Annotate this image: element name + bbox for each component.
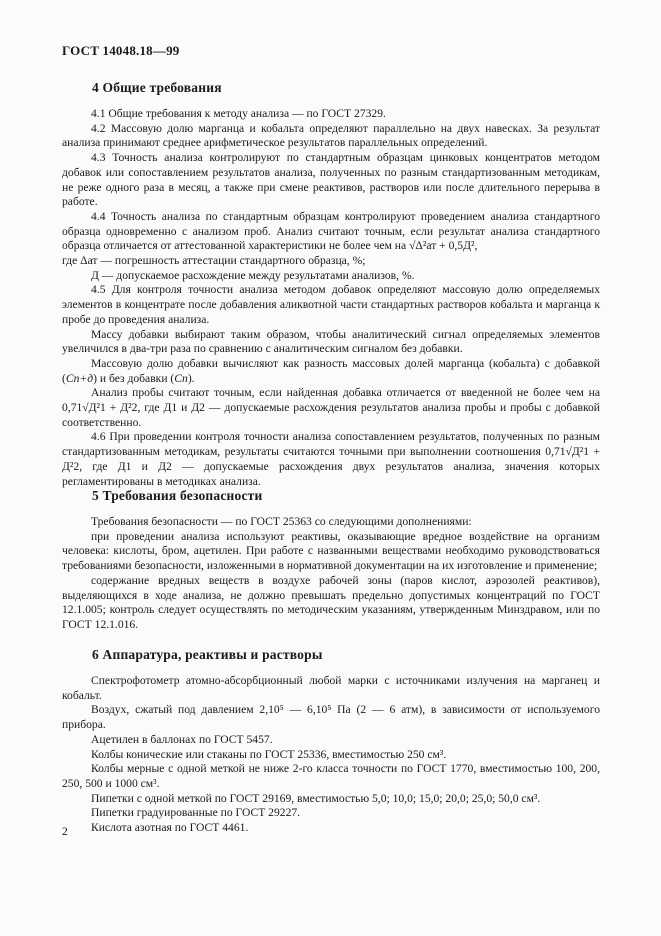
paragraph-4-4-where: где Δат — погрешность аттестации стандартного образца, %; bbox=[62, 254, 366, 268]
paragraph-4-6-text-b: , где Д1 и Д2 — допускаемые расхождения двух результатов анализа, значения которых регламентированы в методиках анализа. bbox=[62, 459, 600, 488]
item-pipettes-one-mark: Пипетки с одной меткой по ГОСТ 29169, вместимостью 5,0; 10,0; 15,0; 20,0; 25,0; 50,0 см³. bbox=[91, 791, 541, 805]
item-pipettes-graduated: Пипетки градуированные по ГОСТ 29227. bbox=[91, 806, 301, 820]
paragraph-5-intro: Требования безопасности — по ГОСТ 25363 со следующими дополнениями: bbox=[91, 515, 472, 528]
item-spectrophotometer: Спектрофотометр атомно-абсорбционный любой марки с источниками излучения на марганец и кобальт. bbox=[62, 674, 600, 702]
item-acetylene: Ацетилен в баллонах по ГОСТ 5457. bbox=[91, 732, 273, 746]
formula-addition-tolerance: 0,71√Д²1 + Д²2 bbox=[62, 401, 138, 415]
paragraph-4-4-definition: Д — допускаемое расхождение между результатами анализов, %. bbox=[91, 268, 415, 282]
item-nitric-acid: Кислота азотная по ГОСТ 4461. bbox=[91, 821, 249, 835]
paragraph-4-5-accuracy-text-b: , где Д1 и Д2 — допускаемые расхождения результатов анализа пробы и пробы с добавкой соответственно. bbox=[62, 401, 600, 429]
paragraph-4-6-text-a: 4.6 При проведении контроля точности анализа сопоставлением результатов, полученных по разным стандартизованным методикам, результаты считаются точными при выполнении соотношения bbox=[62, 430, 600, 459]
paragraph-5-air: содержание вредных веществ в воздухе рабочей зоны (паров кислот, аэрозолей реактивов), выделяющихся в ходе анализа, не должно превышать предельно допустимых концентраций по ГОСТ 12.1.005; контроль следует осуществлять по методическим указаниям, утвержденным Минздравом, или по ГОСТ 12.1.016. bbox=[62, 573, 600, 631]
symbol-c-sample: Сп bbox=[174, 371, 188, 385]
paragraph-4-5-calc-text-c: ). bbox=[187, 371, 195, 385]
paragraph-5-reagents: при проведении анализа используют реактивы, оказывающие вредное воздействие на организм человека: кислоты, бром, ацетилен. При работе с названными веществами необходимо руководствоваться требованиями безопасности, изложенными в нормативной документации на их изготовление и применение; bbox=[62, 529, 600, 573]
symbol-c-with-addition: Сп+д bbox=[65, 371, 94, 385]
paragraph-4-5-calc bbox=[62, 357, 600, 386]
section-4-title: 4 Общие требования bbox=[92, 80, 222, 95]
section-5-title: 5 Требования безопасности bbox=[92, 488, 263, 503]
document-header: ГОСТ 14048.18—99 bbox=[62, 43, 180, 58]
section-4-body bbox=[62, 107, 600, 489]
paragraph-4-5-accuracy-text-a: Анализ пробы считают точным, если найденная добавка отличается от введенной не более чем на bbox=[91, 386, 600, 400]
formula-tolerance: √Δ²ат + 0,5Д² bbox=[409, 239, 475, 253]
paragraph-4-5-accuracy bbox=[62, 386, 600, 430]
paragraph-4-4 bbox=[62, 210, 600, 254]
paragraph-4-3: 4.3 Точность анализа контролируют по стандартным образцам цинковых концентратов методом добавок или сопоставлением результатов анализа, полученных по разным стандартизованным методикам, не реже одного раза в месяц, а также при смене реактивов, растворов или после длительного перерыва в работе. bbox=[62, 151, 600, 209]
paragraph-4-5-calc-text-a: Массовую долю добавки вычисляют как разность массовых долей марганца (кобальта) с добавкой ( bbox=[62, 356, 600, 385]
paragraph-4-2: 4.2 Массовую долю марганца и кобальта определяют параллельно на двух навесках. За результат анализа принимают среднее арифметическое результатов параллельных определений. bbox=[62, 121, 600, 150]
paragraph-4-1: 4.1 Общие требования к методу анализа — по ГОСТ 27329. bbox=[91, 107, 386, 120]
paragraph-4-5: 4.5 Для контроля точности анализа методом добавок определяют массовую долю определяемых элементов в концентрате после добавления аликвотной части стандартных растворов кобальта и марганца к пробе до проведения анализа. bbox=[62, 283, 600, 326]
paragraph-4-5-mass: Массу добавки выбирают таким образом, чтобы аналитический сигнал определяемых элементов увеличился в два-три раза по сравнению с аналитическим сигналом без добавки. bbox=[62, 327, 600, 356]
paragraph-4-4-end: , bbox=[474, 239, 478, 253]
section-6-title: 6 Аппаратура, реактивы и растворы bbox=[92, 647, 323, 662]
item-conical-flasks: Колбы конические или стаканы по ГОСТ 25336, вместимостью 250 см³. bbox=[91, 747, 447, 761]
item-air: Воздух, сжатый под давлением 2,10⁵ — 6,10⁵ Па (2 — 6 атм), в зависимости от используемого прибора. bbox=[62, 703, 600, 732]
page-number: 2 bbox=[62, 825, 68, 838]
paragraph-4-4-text: 4.4 Точность анализа по стандартным образцам контролируют проведением анализа стандартного образца одновременно с анализом проб. Анализ считают точным, если результат анализа стандартного образца отличается от аттестованной характеристики не более чем на bbox=[62, 209, 600, 253]
item-volumetric-flasks: Колбы мерные с одной меткой не ниже 2-го класса точности по ГОСТ 1770, вместимостью 100, 200, 250, 500 и 1000 см³. bbox=[62, 762, 600, 790]
section-5-body bbox=[62, 515, 600, 633]
paragraph-4-5-calc-text-b: ) и без добавки ( bbox=[93, 371, 175, 385]
formula-comparison-tolerance: 0,71√Д²1 + Д²2 bbox=[62, 445, 600, 473]
section-6-body bbox=[62, 674, 600, 836]
paragraph-4-6 bbox=[62, 430, 600, 489]
